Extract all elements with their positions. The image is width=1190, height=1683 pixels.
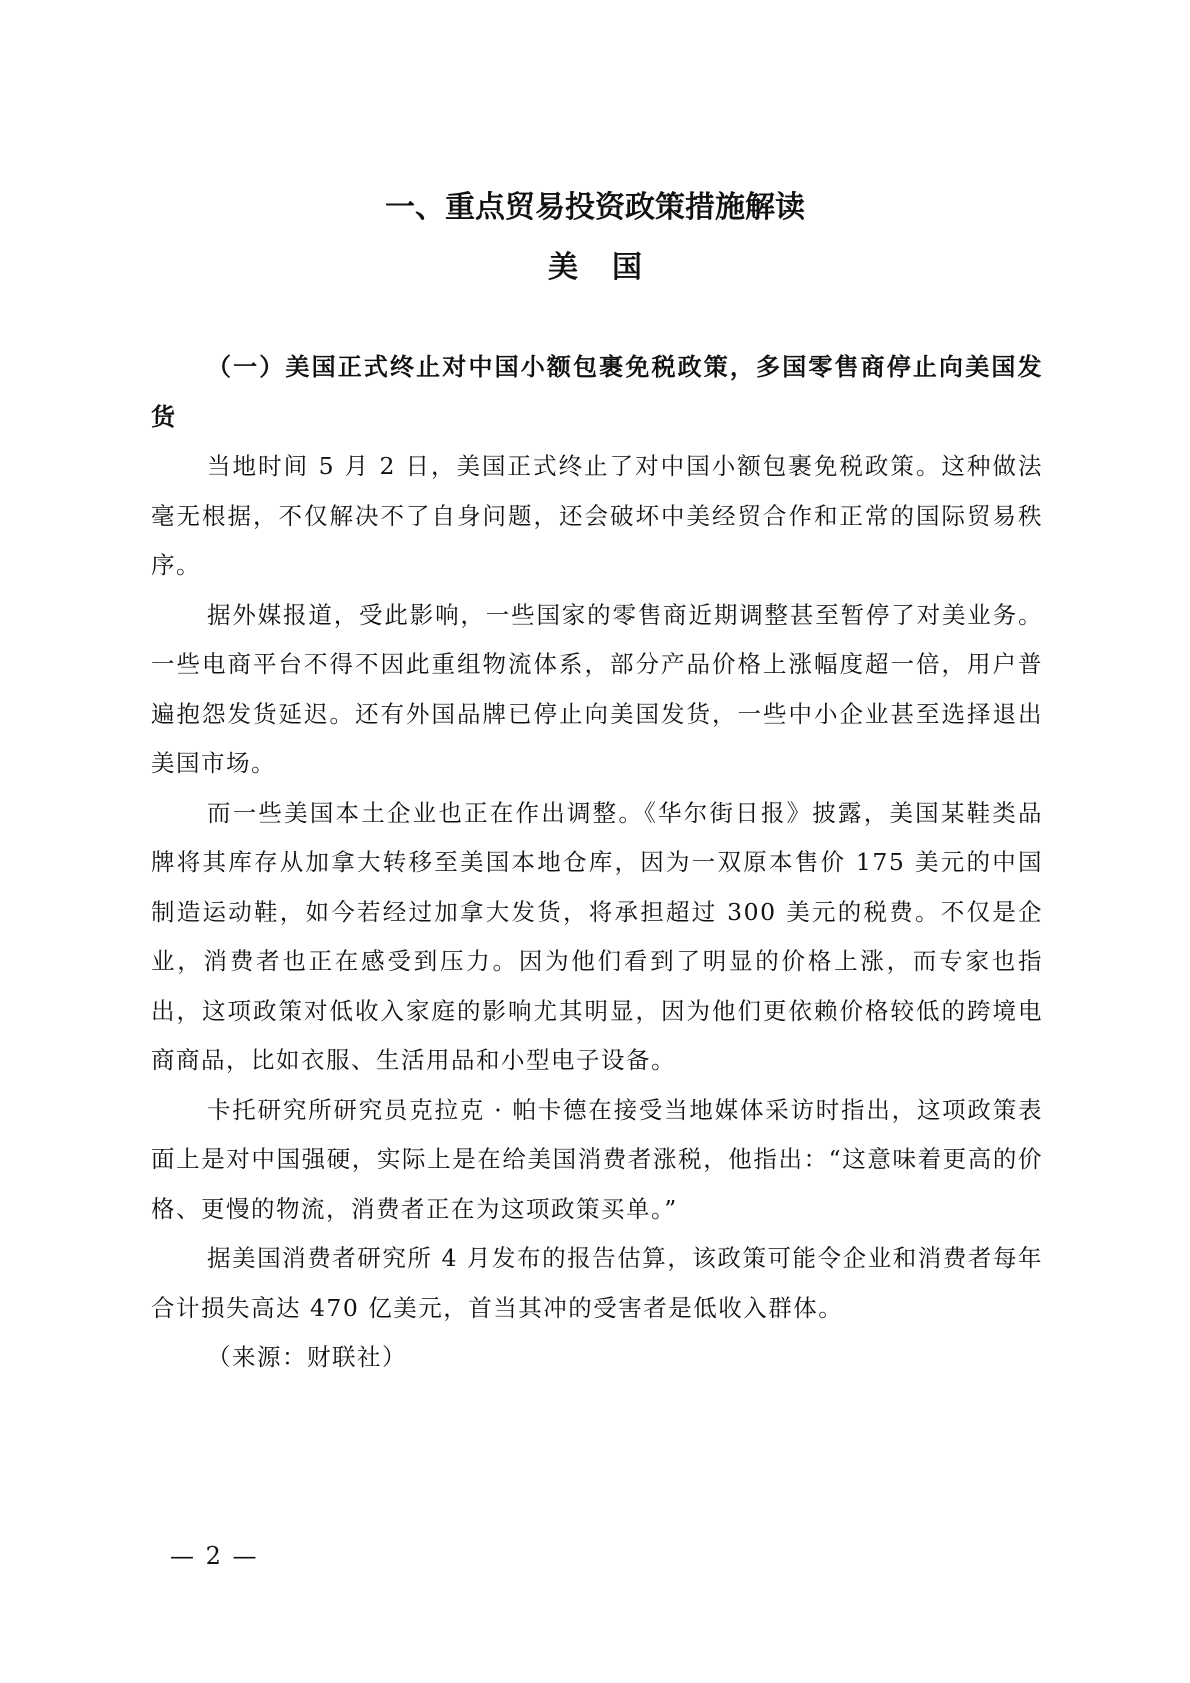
paragraph: 卡托研究所研究员克拉克 · 帕卡德在接受当地媒体采访时指出，这项政策表面上是对中国强硬，实际上是在给美国消费者涨税，他指出：“这意味着更高的价格、更慢的物流，消费者正在为这项政策买单。” — [151, 1095, 1043, 1223]
article-body — [151, 343, 1043, 1383]
paragraph: 据美国消费者研究所 4 月发布的报告估算，该政策可能令企业和消费者每年合计损失高达 470 亿美元，首当其冲的受害者是低收入群体。 — [151, 1244, 1043, 1322]
paragraph: 而一些美国本土企业也正在作出调整。《华尔街日报》披露，美国某鞋类品牌将其库存从加拿大转移至美国本地仓库，因为一双原本售价 175 美元的中国制造运动鞋，如今若经过加拿大发货，将承担超过 300 美元的税费。不仅是企业，消费者也正在感受到压力。因为他们看到了明显的价格上涨，而专家也指出，这项政策对低收入家庭的影响尤其明显，因为他们更依赖价格较低的跨境电商商品，比如衣服、生活用品和小型电子设备。 — [151, 798, 1043, 1074]
paragraph: 当地时间 5 月 2 日，美国正式终止了对中国小额包裹免税政策。这种做法毫无根据，不仅解决不了自身问题，还会破坏中美经贸合作和正常的国际贸易秩序。 — [151, 452, 1043, 579]
paragraph: 据外媒报道，受此影响，一些国家的零售商近期调整甚至暂停了对美业务。一些电商平台不得不因此重组物流体系，部分产品价格上涨幅度超一倍，用户普遍抱怨发货延迟。还有外国品牌已停止向美国发货，一些中小企业甚至选择退出美国市场。 — [151, 600, 1043, 777]
section-heading: （一）美国正式终止对中国小额包裹免税政策，多国零售商停止向美国发货 — [151, 353, 1043, 431]
country-heading: 美国 — [548, 250, 676, 285]
source-note: （来源：财联社） — [207, 1343, 407, 1371]
page-number: — 2 — — [170, 1542, 259, 1570]
document-title: 一、重点贸易投资政策措施解读 — [385, 190, 805, 225]
